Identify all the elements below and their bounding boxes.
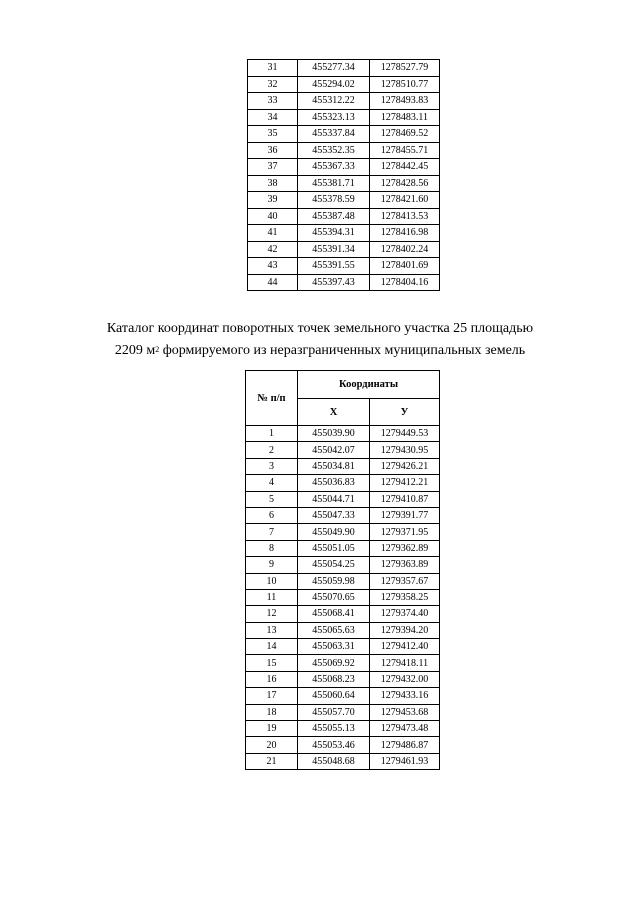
table-row — [246, 589, 440, 605]
x-coordinate-cell: 455070.65 — [298, 589, 370, 605]
y-coordinate-cell: 1279473.48 — [370, 721, 440, 737]
y-coordinate-cell: 1279453.68 — [370, 704, 440, 720]
y-coordinate-cell: 1278428.56 — [370, 175, 440, 192]
x-coordinate-cell: 455387.48 — [298, 208, 370, 225]
point-number-cell: 4 — [246, 475, 298, 491]
coordinates-table-continued — [247, 59, 440, 291]
x-coordinate-cell: 455057.70 — [298, 704, 370, 720]
point-number-cell: 10 — [246, 573, 298, 589]
y-coordinate-cell: 1279410.87 — [370, 491, 440, 507]
x-coordinate-cell: 455352.35 — [298, 142, 370, 159]
x-coordinate-cell: 455044.71 — [298, 491, 370, 507]
x-coordinate-cell: 455277.34 — [298, 60, 370, 77]
y-coordinate-cell: 1278527.79 — [370, 60, 440, 77]
x-coordinate-cell: 455367.33 — [298, 159, 370, 176]
y-coordinate-cell: 1278421.60 — [370, 192, 440, 209]
point-number-cell: 5 — [246, 491, 298, 507]
x-coordinate-cell: 455378.59 — [298, 192, 370, 209]
y-coordinate-cell: 1279362.89 — [370, 540, 440, 556]
table-row — [246, 737, 440, 753]
x-coordinate-cell: 455065.63 — [298, 622, 370, 638]
point-number-cell: 11 — [246, 589, 298, 605]
y-coordinate-cell: 1278510.77 — [370, 76, 440, 93]
table-row — [246, 524, 440, 540]
point-number-cell: 1 — [246, 426, 298, 442]
header-y: У — [370, 399, 440, 426]
header-x: Х — [298, 399, 370, 426]
point-number-cell: 2 — [246, 442, 298, 458]
x-coordinate-cell: 455039.90 — [298, 426, 370, 442]
y-coordinate-cell: 1278413.53 — [370, 208, 440, 225]
area-unit-exponent: 2 — [155, 345, 160, 354]
point-number-cell: 34 — [248, 109, 298, 126]
table-row — [246, 540, 440, 556]
point-number-cell: 18 — [246, 704, 298, 720]
y-coordinate-cell: 1279394.20 — [370, 622, 440, 638]
x-coordinate-cell: 455036.83 — [298, 475, 370, 491]
point-number-cell: 8 — [246, 540, 298, 556]
point-number-cell: 37 — [248, 159, 298, 176]
x-coordinate-cell: 455049.90 — [298, 524, 370, 540]
point-number-cell: 44 — [248, 274, 298, 291]
table-row — [246, 606, 440, 622]
table-row — [246, 721, 440, 737]
y-coordinate-cell: 1279374.40 — [370, 606, 440, 622]
y-coordinate-cell: 1278404.16 — [370, 274, 440, 291]
x-coordinate-cell: 455051.05 — [298, 540, 370, 556]
y-coordinate-cell: 1278455.71 — [370, 142, 440, 159]
coordinates-table-header — [246, 371, 440, 426]
y-coordinate-cell: 1279426.21 — [370, 458, 440, 474]
y-coordinate-cell: 1279412.40 — [370, 639, 440, 655]
catalog-caption-line1: Каталог координат поворотных точек земельного участка 25 площадью — [106, 321, 534, 336]
coordinates-table-body — [246, 426, 440, 770]
y-coordinate-cell: 1279461.93 — [370, 753, 440, 769]
table-row — [246, 442, 440, 458]
point-number-cell: 15 — [246, 655, 298, 671]
table-row — [248, 142, 440, 159]
y-coordinate-cell: 1279418.11 — [370, 655, 440, 671]
table-row — [248, 192, 440, 209]
point-number-cell: 42 — [248, 241, 298, 258]
point-number-cell: 9 — [246, 557, 298, 573]
y-coordinate-cell: 1279412.21 — [370, 475, 440, 491]
x-coordinate-cell: 455042.07 — [298, 442, 370, 458]
point-number-cell: 17 — [246, 688, 298, 704]
table-row — [248, 76, 440, 93]
y-coordinate-cell: 1279433.16 — [370, 688, 440, 704]
x-coordinate-cell: 455312.22 — [298, 93, 370, 110]
point-number-cell: 41 — [248, 225, 298, 242]
y-coordinate-cell: 1278401.69 — [370, 258, 440, 275]
x-coordinate-cell: 455397.43 — [298, 274, 370, 291]
y-coordinate-cell: 1279391.77 — [370, 507, 440, 523]
point-number-cell: 16 — [246, 671, 298, 687]
x-coordinate-cell: 455053.46 — [298, 737, 370, 753]
x-coordinate-cell: 455034.81 — [298, 458, 370, 474]
x-coordinate-cell: 455054.25 — [298, 557, 370, 573]
table-row — [248, 159, 440, 176]
x-coordinate-cell: 455391.34 — [298, 241, 370, 258]
x-coordinate-cell: 455381.71 — [298, 175, 370, 192]
x-coordinate-cell: 455063.31 — [298, 639, 370, 655]
x-coordinate-cell: 455323.13 — [298, 109, 370, 126]
table-row — [246, 491, 440, 507]
table-row — [246, 655, 440, 671]
y-coordinate-cell: 1279486.87 — [370, 737, 440, 753]
point-number-cell: 31 — [248, 60, 298, 77]
table-row — [248, 60, 440, 77]
point-number-cell: 12 — [246, 606, 298, 622]
area-value: 2209 м — [114, 343, 156, 358]
table-row — [248, 258, 440, 275]
table-row — [246, 639, 440, 655]
table-row — [246, 426, 440, 442]
point-number-cell: 7 — [246, 524, 298, 540]
table-row — [246, 753, 440, 769]
y-coordinate-cell: 1278483.11 — [370, 109, 440, 126]
x-coordinate-cell: 455060.64 — [298, 688, 370, 704]
y-coordinate-cell: 1279449.53 — [370, 426, 440, 442]
coordinates-table-body — [248, 60, 440, 291]
y-coordinate-cell: 1279430.95 — [370, 442, 440, 458]
point-number-cell: 20 — [246, 737, 298, 753]
table-row — [246, 573, 440, 589]
point-number-cell: 38 — [248, 175, 298, 192]
x-coordinate-cell: 455047.33 — [298, 507, 370, 523]
point-number-cell: 6 — [246, 507, 298, 523]
catalog-caption-line2 — [0, 340, 640, 362]
point-number-cell: 32 — [248, 76, 298, 93]
x-coordinate-cell: 455068.41 — [298, 606, 370, 622]
point-number-cell: 35 — [248, 126, 298, 143]
point-number-cell: 36 — [248, 142, 298, 159]
table-row — [248, 175, 440, 192]
y-coordinate-cell: 1279371.95 — [370, 524, 440, 540]
point-number-cell: 43 — [248, 258, 298, 275]
header-point-number: № п/п — [246, 371, 298, 426]
y-coordinate-cell: 1278469.52 — [370, 126, 440, 143]
table-row — [246, 557, 440, 573]
point-number-cell: 33 — [248, 93, 298, 110]
x-coordinate-cell: 455068.23 — [298, 671, 370, 687]
table-row — [248, 225, 440, 242]
x-coordinate-cell: 455294.02 — [298, 76, 370, 93]
y-coordinate-cell: 1279432.00 — [370, 671, 440, 687]
point-number-cell: 14 — [246, 639, 298, 655]
table-row — [248, 208, 440, 225]
x-coordinate-cell: 455391.55 — [298, 258, 370, 275]
point-number-cell: 3 — [246, 458, 298, 474]
table-row — [248, 241, 440, 258]
coordinates-table-plot-25 — [245, 370, 440, 770]
point-number-cell: 13 — [246, 622, 298, 638]
table-row — [246, 671, 440, 687]
y-coordinate-cell: 1278493.83 — [370, 93, 440, 110]
x-coordinate-cell: 455059.98 — [298, 573, 370, 589]
table-row — [246, 704, 440, 720]
point-number-cell: 39 — [248, 192, 298, 209]
x-coordinate-cell: 455069.92 — [298, 655, 370, 671]
x-coordinate-cell: 455394.31 — [298, 225, 370, 242]
y-coordinate-cell: 1279358.25 — [370, 589, 440, 605]
point-number-cell: 19 — [246, 721, 298, 737]
header-coordinates: Координаты — [298, 371, 440, 399]
table-row — [248, 274, 440, 291]
table-row — [246, 475, 440, 491]
table-row — [246, 507, 440, 523]
x-coordinate-cell: 455048.68 — [298, 753, 370, 769]
table-row — [248, 109, 440, 126]
y-coordinate-cell: 1278442.45 — [370, 159, 440, 176]
caption-line2-text: формируемого из неразграниченных муниципальных земель — [159, 343, 526, 358]
y-coordinate-cell: 1279363.89 — [370, 557, 440, 573]
table-row — [248, 126, 440, 143]
point-number-cell: 40 — [248, 208, 298, 225]
y-coordinate-cell: 1279357.67 — [370, 573, 440, 589]
y-coordinate-cell: 1278416.98 — [370, 225, 440, 242]
table-row — [248, 93, 440, 110]
point-number-cell: 21 — [246, 753, 298, 769]
y-coordinate-cell: 1278402.24 — [370, 241, 440, 258]
x-coordinate-cell: 455055.13 — [298, 721, 370, 737]
x-coordinate-cell: 455337.84 — [298, 126, 370, 143]
table-row — [246, 688, 440, 704]
table-row — [246, 622, 440, 638]
table-row — [246, 458, 440, 474]
